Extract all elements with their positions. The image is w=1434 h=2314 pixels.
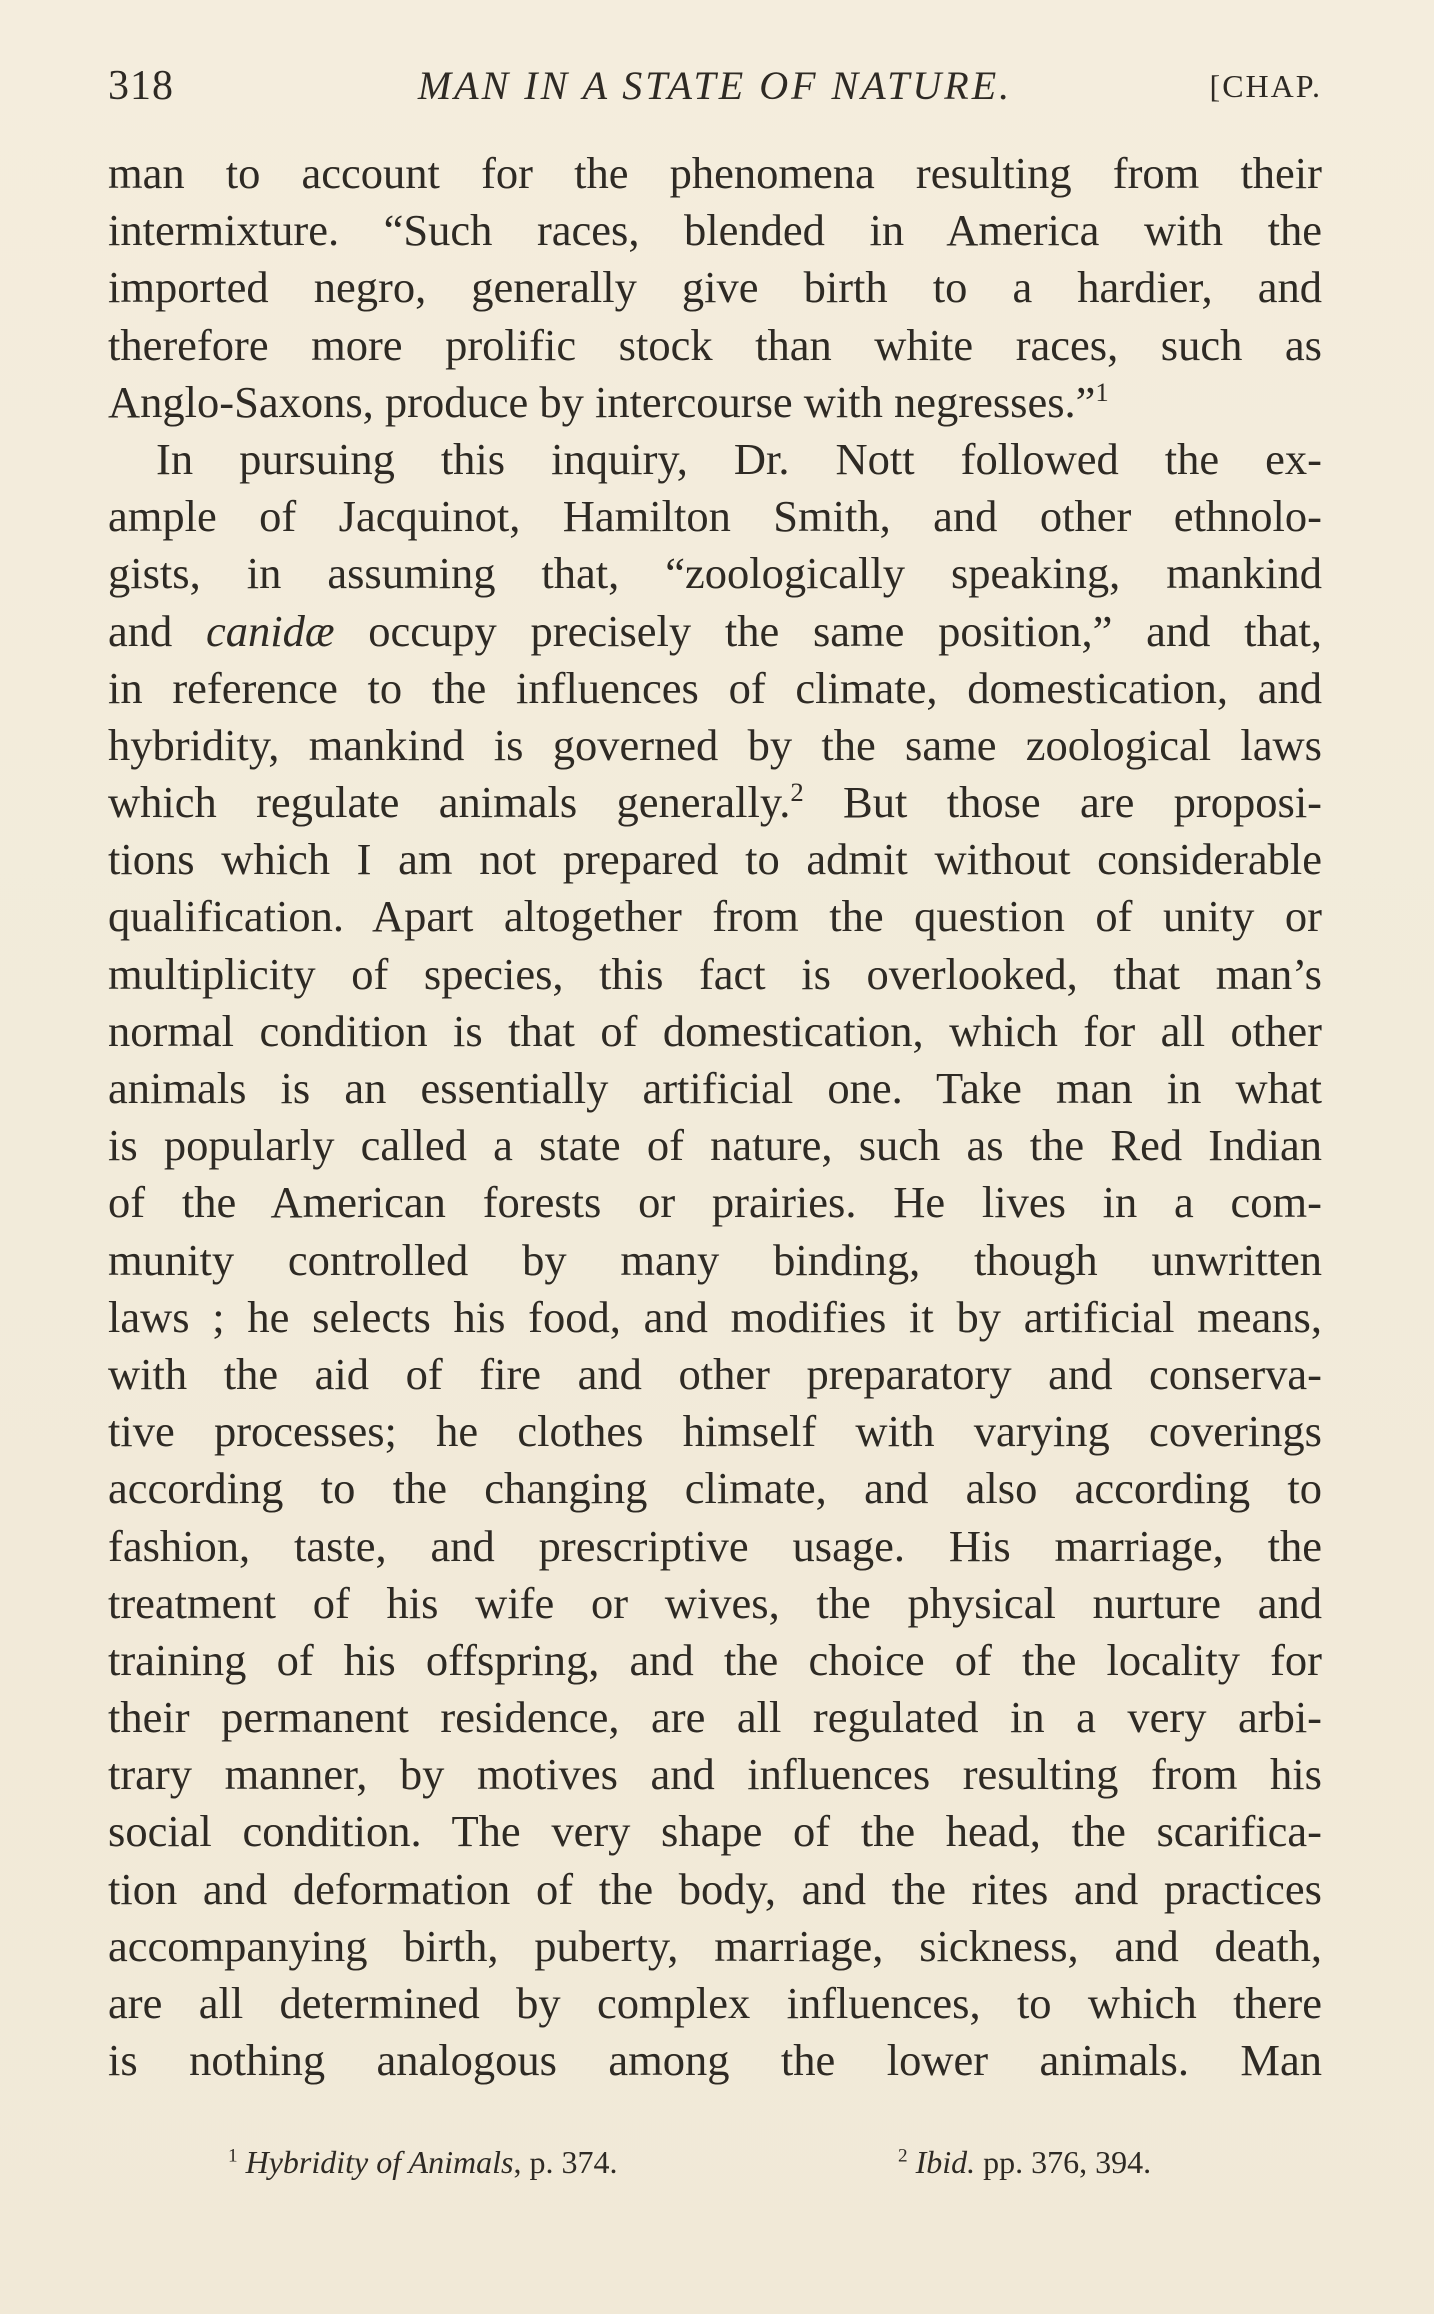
text-line: is popularly called a state of nature, such as the Red Indian (108, 1120, 1322, 1171)
text-line (108, 603, 1322, 660)
text-line: ample of Jacquinot, Hamilton Smith, and other ethnolo- (108, 491, 1322, 542)
body-text (108, 145, 1322, 2089)
text-line: man to account for the phenomena resulting from their (108, 148, 1322, 198)
text-line: munity controlled by many binding, though unwritten (108, 1234, 1322, 1285)
running-title: MAN IN A STATE OF NATURE. (417, 63, 1013, 108)
text-line: animals is an essentially artificial one. Take man in what (108, 1063, 1322, 1113)
text-line: with the aid of fire and other preparatory and conserva- (108, 1348, 1322, 1399)
text-segment: and (108, 605, 206, 656)
text-line: their permanent residence, are all regulated in a very arbi- (108, 1692, 1322, 1743)
text-line: hybridity, mankind is governed by the same zoological laws (108, 719, 1322, 770)
page-number: 318 (108, 63, 174, 109)
text-line: of the American forests or prairies. He lives in a com- (108, 1177, 1322, 1228)
text-line: intermixture. “Such races, blended in America with the (108, 205, 1322, 256)
text-segment: But those are proposi- (803, 777, 1323, 828)
text-line: is nothing analogous among the lower animals. Man (108, 2035, 1322, 2086)
text-line: accompanying birth, puberty, marriage, sickness, and death, (108, 1920, 1322, 1971)
italic-term: canidæ (206, 605, 335, 656)
text-line: multiplicity of species, this fact is overlooked, that man’s (108, 948, 1322, 999)
text-line: are all determined by complex influences, to which there (108, 1978, 1322, 2028)
text-line: qualification. Apart altogether from the question of unity or (108, 891, 1322, 942)
footnote-text: , p. 374. (513, 2144, 618, 2180)
text-segment: which regulate animals generally. (108, 777, 791, 828)
footnote-text: pp. 376, 394. (975, 2144, 1152, 2180)
footnote-ref: 1 (1095, 376, 1109, 407)
text-line: laws ; he selects his food, and modifies it by artificial means, (108, 1291, 1322, 1342)
text-line: training of his offspring, and the choice of the locality for (108, 1634, 1322, 1685)
text-line: normal condition is that of domestication, which for all other (108, 1005, 1322, 1056)
footnote-1 (228, 2132, 617, 2192)
text-line (108, 774, 1322, 831)
text-line: fashion, taste, and prescriptive usage. His marriage, the (108, 1520, 1322, 1571)
text-line: therefore more prolific stock than white races, such as (108, 319, 1322, 370)
text-line: imported negro, generally give birth to a hardier, and (108, 262, 1322, 313)
text-line: In pursuing this inquiry, Dr. Nott followed the ex- (156, 433, 1322, 484)
text-line: social condition. The very shape of the head, the scarifica- (108, 1806, 1322, 1857)
footnote-title: Hybridity of Animals (245, 2144, 514, 2180)
text-line: treatment of his wife or wives, the physical nurture and (108, 1577, 1322, 1628)
text-segment: Anglo-Saxons, produce by intercourse with negresses.” (108, 376, 1096, 427)
text-line: trary manner, by motives and influences resulting from his (108, 1749, 1322, 1800)
footnote-ref: 2 (790, 777, 804, 808)
text-line: according to the changing climate, and also according to (108, 1463, 1322, 1514)
footnote-mark: 1 (228, 2145, 238, 2167)
text-line: gists, in assuming that, “zoologically speaking, mankind (108, 548, 1322, 599)
text-line: tive processes; he clothes himself with varying coverings (108, 1406, 1322, 1457)
text-segment: occupy precisely the same position,” and that, (334, 605, 1322, 656)
footnote-2 (898, 2132, 1151, 2192)
text-line: in reference to the influences of climate, domestication, and (108, 662, 1322, 713)
footnotes (108, 2132, 1322, 2192)
page-header (108, 56, 1322, 126)
footnote-title: Ibid. (915, 2144, 976, 2180)
chapter-mark: [CHAP. (1209, 68, 1322, 104)
footnote-mark: 2 (898, 2145, 908, 2167)
text-line (108, 374, 1322, 431)
text-line: tion and deformation of the body, and the rites and practices (108, 1863, 1322, 1914)
text-line: tions which I am not prepared to admit without considerable (108, 834, 1322, 885)
